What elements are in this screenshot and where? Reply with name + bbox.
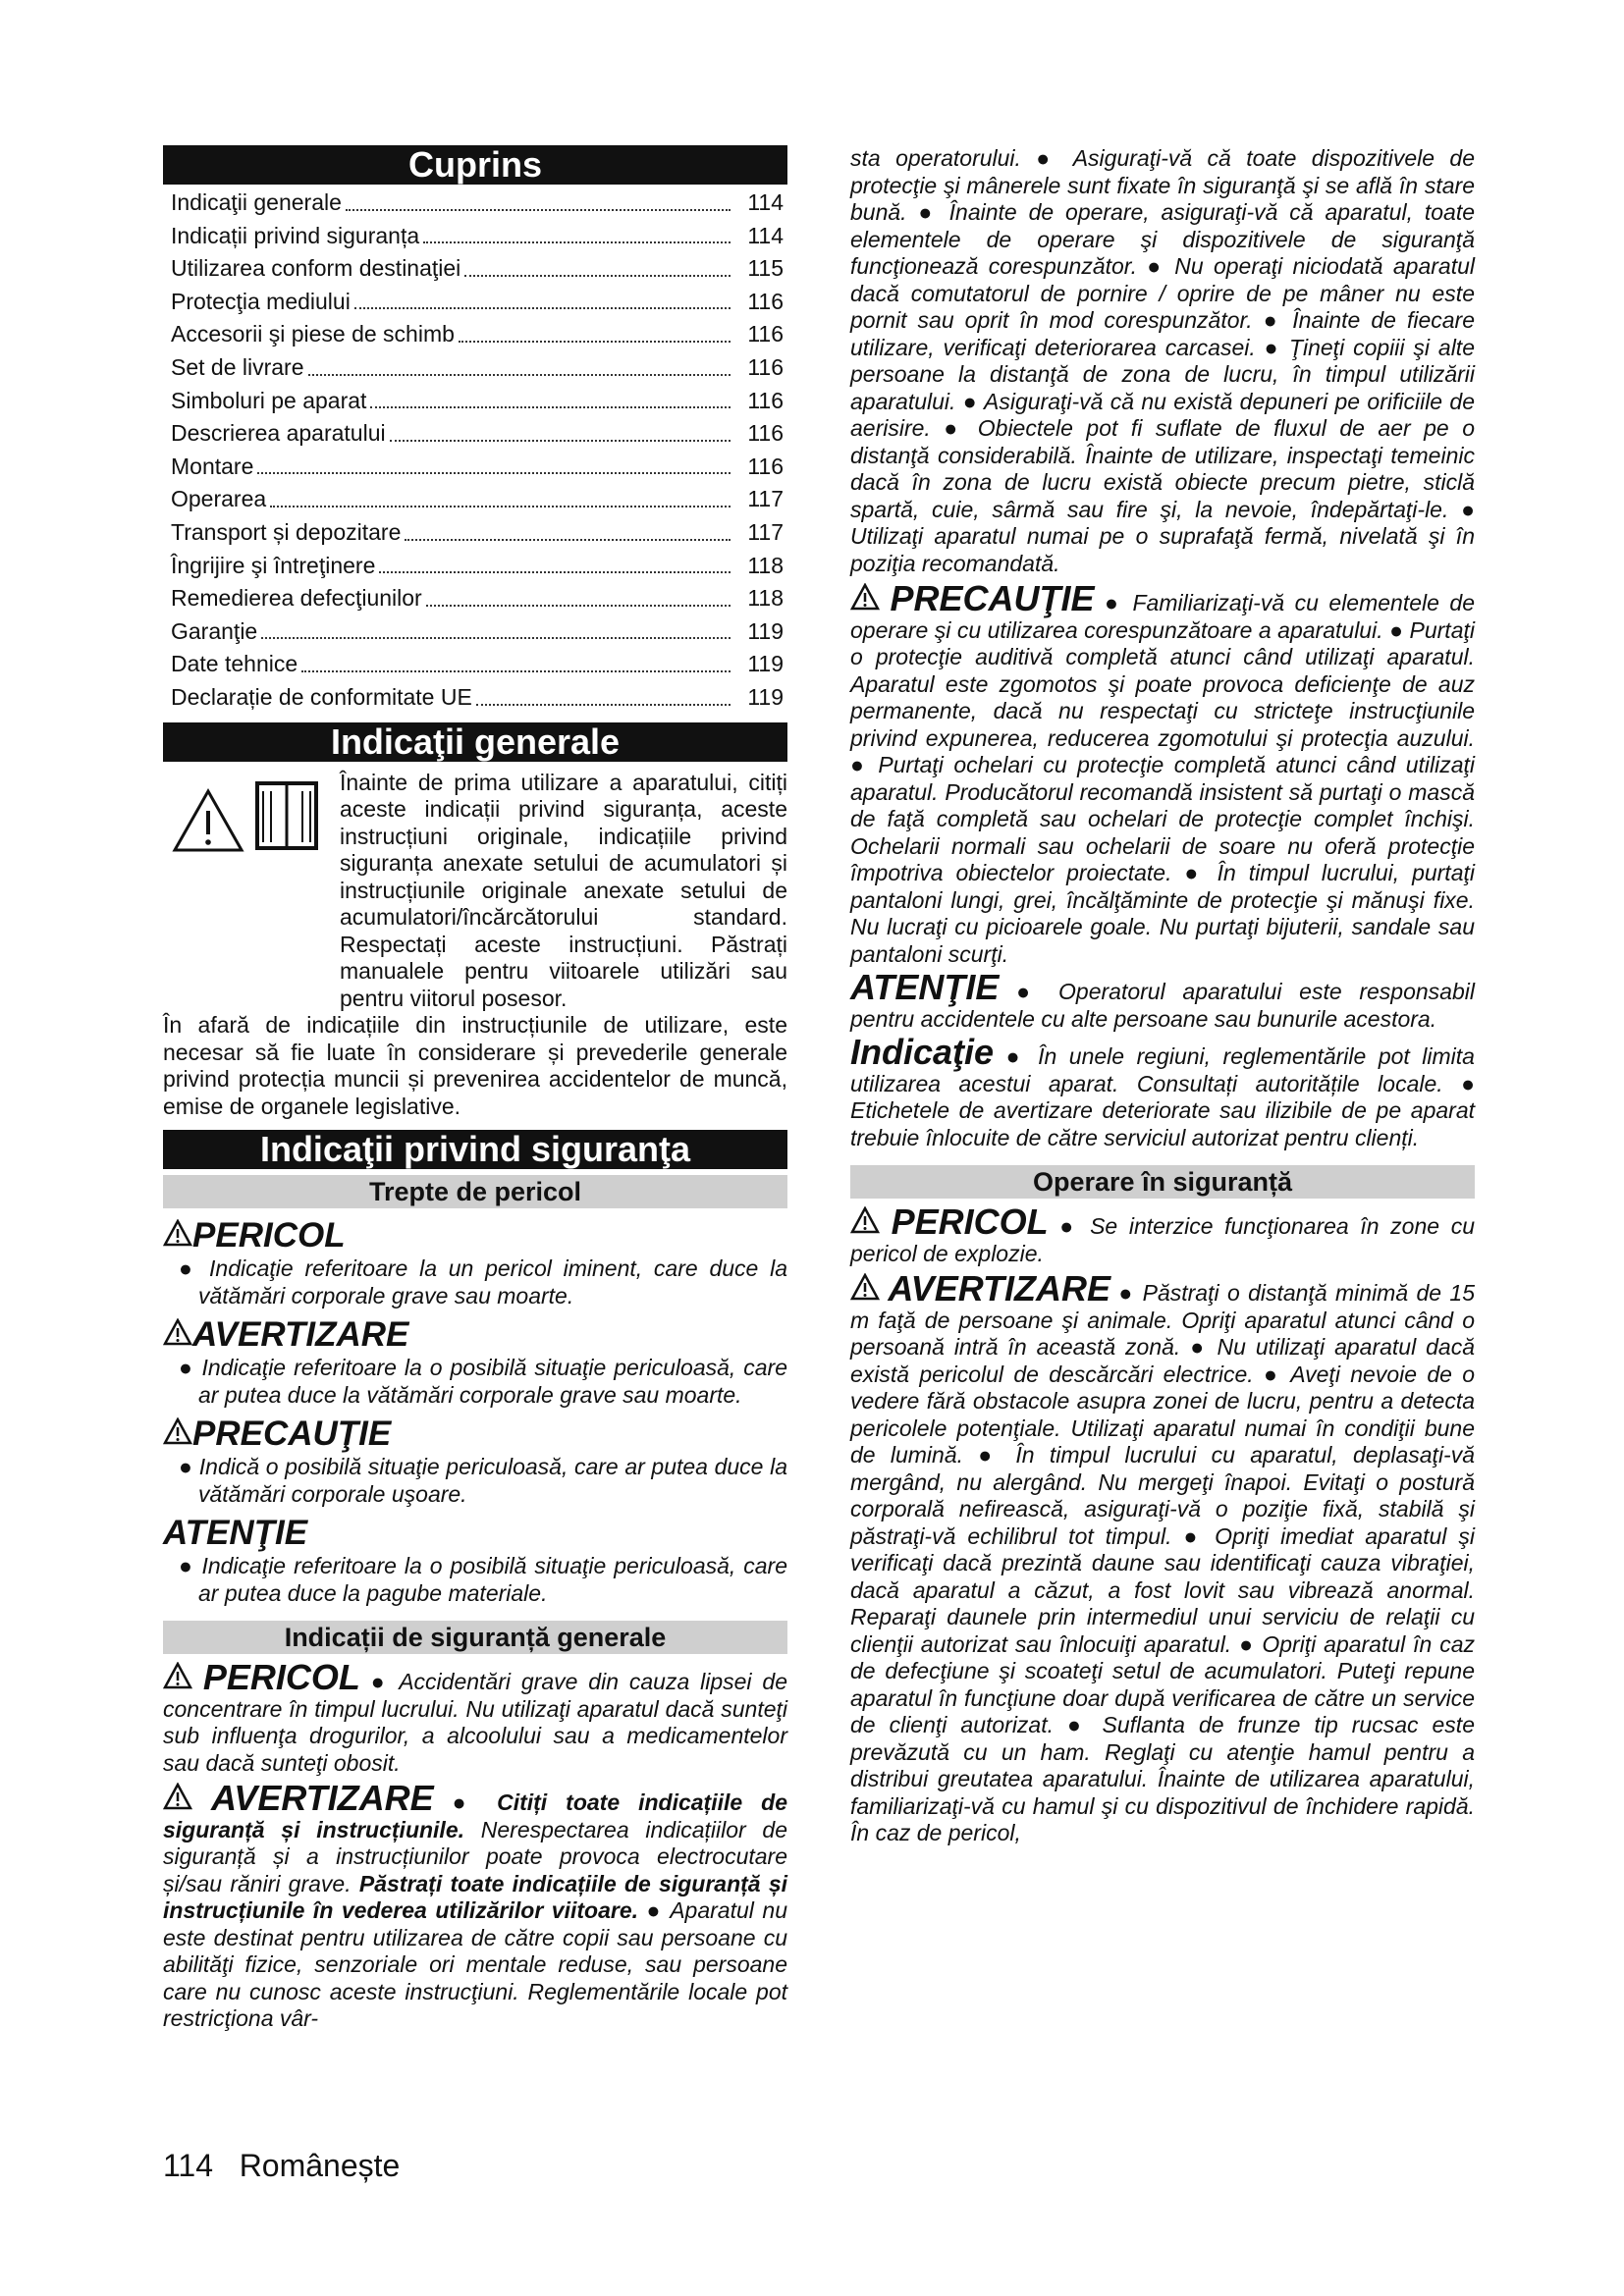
toc-leader — [257, 472, 731, 474]
general-intro — [163, 770, 787, 1013]
operation-avertizare-paragraph: AVERTIZARE ● Păstraţi o distanţă minimă de 15 m faţă de persoane şi animale. Opriţi aparatul atunci când o persoană intră în această zonă. ● Nu utilizaţi aparatul dacă există pericolul de descărcări electrice. ● Aveţi nevoie de o vedere fără obstacole asupra zonei de lucru, pentru a detecta pericolele potenţiale. Utilizaţi aparatul numai în condiţii bune de lumină. ● În timpul lucrului cu aparatul, deplasaţi-vă mergând, nu alergând. Nu mergeţi înapoi. Evitaţi o postură corporală nefirească, asiguraţi-vă o poziţie fixă, stabilă şi păstraţi-vă echilibrul tot timpul. ● Opriţi imediat aparatul şi verificaţi dacă prezintă daune sau identificaţi cauza vibraţiei, dacă aparatul a căzut, a fost lovit sau vibrează anormal. Reparaţi daunele prin intermediul unui serviciu de relaţii cu clienţii autorizat sau înlocuiţi aparatul. ● Opriţi aparatul în caz de defecţiune şi scoateţi setul de acumulatori. Puteţi repune aparatul în funcţiune doar după verificarea de către un service de clienţi autorizat. ● Suflanta de frunze tip rucsac este prevăzută cu un ham. Reglaţi cu atenţie hamul pentru a distribui greutatea aparatului. Înainte de utilizarea aparatului, familiarizaţi-vă cu hamul şi cu dispozitivul de închidere rapidă. În caz de pericol, — [850, 1268, 1476, 1845]
general-avertizare-paragraph: AVERTIZARE ● Citiți toate indicațiile de siguranță și instrucțiunile. Nerespectarea indicațiilor de siguranță și a instrucțiunilor poate provoca electrocutare și/sau răniri grave. Păstrați toate indicațiile de siguranță și instrucțiunile în vederea utilizărilor viitoare. ● Aparatul nu este destinat pentru utilizarea de către copii sau persoane cu abilităţi fizice, senzoriale ori mentale reduse, sau persoane care nu cunosc aceste instrucţiuni. Reglementările locale pot restricţiona vâr- — [163, 1778, 788, 2031]
safety-title: Indicaţii privind siguranţa — [163, 1130, 787, 1169]
general-title: Indicaţii generale — [163, 722, 787, 762]
toc-leader — [459, 341, 731, 343]
toc-entry-page: 118 — [747, 585, 784, 612]
toc-entry — [163, 252, 787, 286]
toc-entry-page: 116 — [747, 288, 784, 314]
page-footer — [163, 2148, 400, 2184]
warning-triangle-icon — [850, 1206, 880, 1234]
toc-entry-page: 119 — [747, 651, 784, 677]
danger-level-precautie — [163, 1415, 787, 1508]
toc-entry — [163, 483, 787, 516]
level-name: PRECAUŢIE — [192, 1415, 392, 1453]
toc-entry-page: 119 — [747, 617, 784, 644]
toc-leader — [426, 605, 731, 607]
toc-entry-label: Declarație de conformitate UE — [171, 683, 472, 710]
toc-entry-label: Îngrijire şi întreţinere — [171, 552, 376, 578]
toc-entry — [163, 385, 787, 418]
toc-entry-label: Protecţia mediului — [171, 288, 351, 314]
level-name: PERICOL — [192, 1216, 346, 1255]
warning-triangle-icon — [163, 1417, 192, 1445]
toc-entry-label: Montare — [171, 453, 254, 479]
toc-entry-label: Indicații privind siguranța — [171, 222, 420, 248]
toc-entry — [163, 187, 787, 220]
general-avertizare-continued: sta operatorului. ● Asiguraţi-vă că toate dispozitivele de protecţie şi mânerele sunt fixate în siguranţă şi se află în stare bună. ● Înainte de operare, asiguraţi-vă că aparatul, toate elementele de operare şi dispozitivele de siguranţă funcţionează corespunzător. ● Nu operaţi niciodată aparatul dacă comutatorul de pornire / oprire de pe mâner nu este pornit sau oprit în mod corespunzător. ● Înainte de fiecare utilizare, verificaţi deteriorarea carcasei. ● Ţineţi copiii şi alte persoane la distanţă de zona de lucru, în timpul utilizării aparatului. ● Asiguraţi-vă că nu există depuneri pe orificiile de aerisire. ● Obiectele pot fi suflate de fluxul de aer pe o distanţă considerabilă. Înainte de utilizare, inspectaţi temeinic dacă în zona de lucru există obiecte precum pietre, sticlă spartă, cuie, sârmă sau fire şi, la nevoie, îndepărtaţi-le. ● Utilizaţi aparatul numai pe o suprafaţă fermă, nivelată şi în poziţia recomandată. — [850, 145, 1475, 576]
toc-entry-page: 114 — [747, 189, 784, 215]
level-name: ATENŢIE — [163, 1514, 308, 1552]
toc-entry — [163, 286, 787, 319]
toc-entry — [163, 318, 787, 351]
toc-leader — [354, 307, 731, 309]
toc-entry-page: 118 — [747, 552, 784, 578]
toc-entry — [163, 417, 787, 451]
toc-leader — [476, 704, 731, 706]
general-atentie-paragraph: ATENŢIE ● Operatorul aparatului este responsabil pentru accidentele cu alte persoane sau bunurile acestora. — [850, 967, 1475, 1032]
toc-entry-page: 117 — [747, 486, 784, 512]
danger-level-pericol — [163, 1216, 787, 1309]
general-safety-title: Indicații de siguranță generale — [163, 1621, 787, 1654]
toc-entry-page: 116 — [747, 353, 784, 380]
toc-entry — [163, 516, 787, 550]
toc-entry-label: Set de livrare — [171, 353, 304, 380]
left-column — [163, 145, 787, 2033]
toc-entry — [163, 451, 787, 484]
danger-level-avertizare — [163, 1315, 787, 1409]
toc-entry-label: Simboluri pe aparat — [171, 387, 367, 413]
toc-entry-label: Operarea — [171, 486, 267, 512]
toc-entry-page: 114 — [747, 222, 784, 248]
level-text: ● Indicaţie referitoare la o posibilă situaţie periculoasă, care ar putea duce la pagube materiale. — [179, 1553, 787, 1606]
toc-leader — [405, 539, 731, 541]
toc-entry-label: Descrierea aparatului — [171, 420, 386, 447]
general-p1: Înainte de prima utilizare a aparatului, citiți aceste indicații privind siguranța, aceste instrucțiuni originale, indicațiile privind siguranța anexate setului de acumulatori și instrucțiunile originale anexate setului de acumulatori/încărcătorului standard. Respectați aceste instrucțiuni. Păstrați manualele pentru viitoarele utilizări sau pentru viitorul posesor. — [340, 769, 787, 1011]
operation-title: Operare în siguranță — [850, 1165, 1475, 1199]
toc-entry-page: 115 — [747, 255, 784, 282]
general-indicatie-paragraph: Indicaţie ● În unele regiuni, reglementările pot limita utilizarea acestui aparat. Consultați autoritățile locale. ● Etichetele de avertizare deteriorate sau ilizibile de pe aparat trebuie înlocuite de către serviciul autorizat pentru clienți. — [850, 1032, 1475, 1150]
level-name: AVERTIZARE — [192, 1315, 409, 1354]
toc-list — [163, 187, 787, 715]
toc-leader — [270, 506, 731, 507]
right-column — [850, 145, 1475, 1847]
warning-triangle-icon — [850, 583, 880, 611]
toc-entry — [163, 648, 787, 681]
toc-entry-page: 116 — [747, 321, 784, 347]
toc-leader — [261, 637, 731, 639]
general-p2: În afară de indicațiile din instrucțiunile de utilizare, este necesar să fie luate în considerare și prevederile generale privind protecția muncii și prevenirea accidentelor de muncă, emise de organele legislative. — [163, 1012, 787, 1119]
toc-leader — [346, 209, 731, 211]
danger-level-atentie — [163, 1514, 787, 1607]
toc-entry-page: 117 — [747, 518, 784, 545]
toc-entry — [163, 582, 787, 615]
warning-triangle-icon — [163, 1783, 192, 1810]
toc-leader — [370, 406, 731, 408]
toc-entry-page: 116 — [747, 453, 784, 479]
toc-entry-label: Remedierea defecţiunilor — [171, 585, 422, 612]
toc-entry-label: Date tehnice — [171, 651, 298, 677]
level-text: ● Indicaţie referitoare la o posibilă situaţie periculoasă, care ar putea duce la vătămări corporale grave sau moarte. — [179, 1355, 787, 1408]
warning-triangle-icon — [163, 1662, 192, 1689]
general-pericol-paragraph: PERICOL ● Accidentări grave din cauza lipsei de concentrare în timpul lucrului. Nu utilizaţi aparatul dacă sunteţi sub influenţa drogurilor, a alcoolului sau a medicamentelor sau dacă sunteţi obosit. — [163, 1657, 788, 1776]
toc-title: Cuprins — [163, 145, 787, 185]
warning-book-icon — [169, 772, 326, 860]
toc-entry-page: 116 — [747, 420, 784, 447]
toc-entry-page: 116 — [747, 387, 784, 413]
toc-entry — [163, 351, 787, 385]
footer-language: Românește — [239, 2148, 401, 2183]
operation-pericol-paragraph: PERICOL ● Se interzice funcţionarea în zone cu pericol de explozie. — [850, 1201, 1475, 1266]
toc-entry-page: 119 — [747, 683, 784, 710]
toc-entry-label: Accesorii şi piese de schimb — [171, 321, 455, 347]
toc-leader — [308, 374, 731, 376]
general-precautie-paragraph: PRECAUŢIE ● Familiarizaţi-vă cu elementele de operare şi cu utilizarea corespunzătoare a aparatului. ● Purtaţi o protecţie auditivă completă atunci când utilizaţi aparatul. Aparatul este zgomotos şi poate provoca deficienţe de auz permanente, dacă nu respectaţi cu stricteţe instrucţiunile privind expunerea, reducerea zgomotului şi protecţia auzului. ● Purtaţi ochelari cu protecţie completă atunci când utilizaţi aparatul. Producătorul recomandă insistent să purtaţi o mască de faţă completă sau ochelari de protecţie complet închişi. Ochelarii normali sau ochelarii de soare nu oferă protecţie împotriva obiectelor proiectate. ● În timpul lucrului, purtaţi pantaloni lungi, grei, încălţăminte de protecţie şi mănuşi fixe. Nu lucraţi cu picioarele goale. Nu purtaţi bijuterii, sandale sau pantaloni scurţi. — [850, 578, 1475, 967]
toc-entry-label: Utilizarea conform destinaţiei — [171, 255, 461, 282]
toc-entry-label: Garanţie — [171, 617, 258, 644]
page-number: 114 — [163, 2148, 214, 2183]
toc-entry — [163, 681, 787, 715]
toc-entry-label: Transport și depozitare — [171, 518, 402, 545]
warning-triangle-icon — [163, 1318, 192, 1346]
toc-entry — [163, 220, 787, 253]
warning-triangle-icon — [850, 1273, 880, 1301]
warning-triangle-icon — [163, 1219, 192, 1247]
toc-leader — [301, 670, 731, 672]
toc-leader — [379, 571, 731, 573]
danger-levels-title: Trepte de pericol — [163, 1175, 787, 1208]
toc-leader — [464, 275, 731, 277]
toc-entry-label: Indicaţii generale — [171, 189, 342, 215]
toc-entry — [163, 615, 787, 649]
level-text: ● Indică o posibilă situaţie periculoasă, care ar putea duce la vătămări corporale uşoare. — [179, 1454, 787, 1507]
toc-leader — [390, 440, 731, 442]
level-text: ● Indicaţie referitoare la un pericol iminent, care duce la vătămări corporale grave sau moarte. — [179, 1255, 787, 1308]
toc-leader — [423, 241, 731, 243]
toc-entry — [163, 550, 787, 583]
